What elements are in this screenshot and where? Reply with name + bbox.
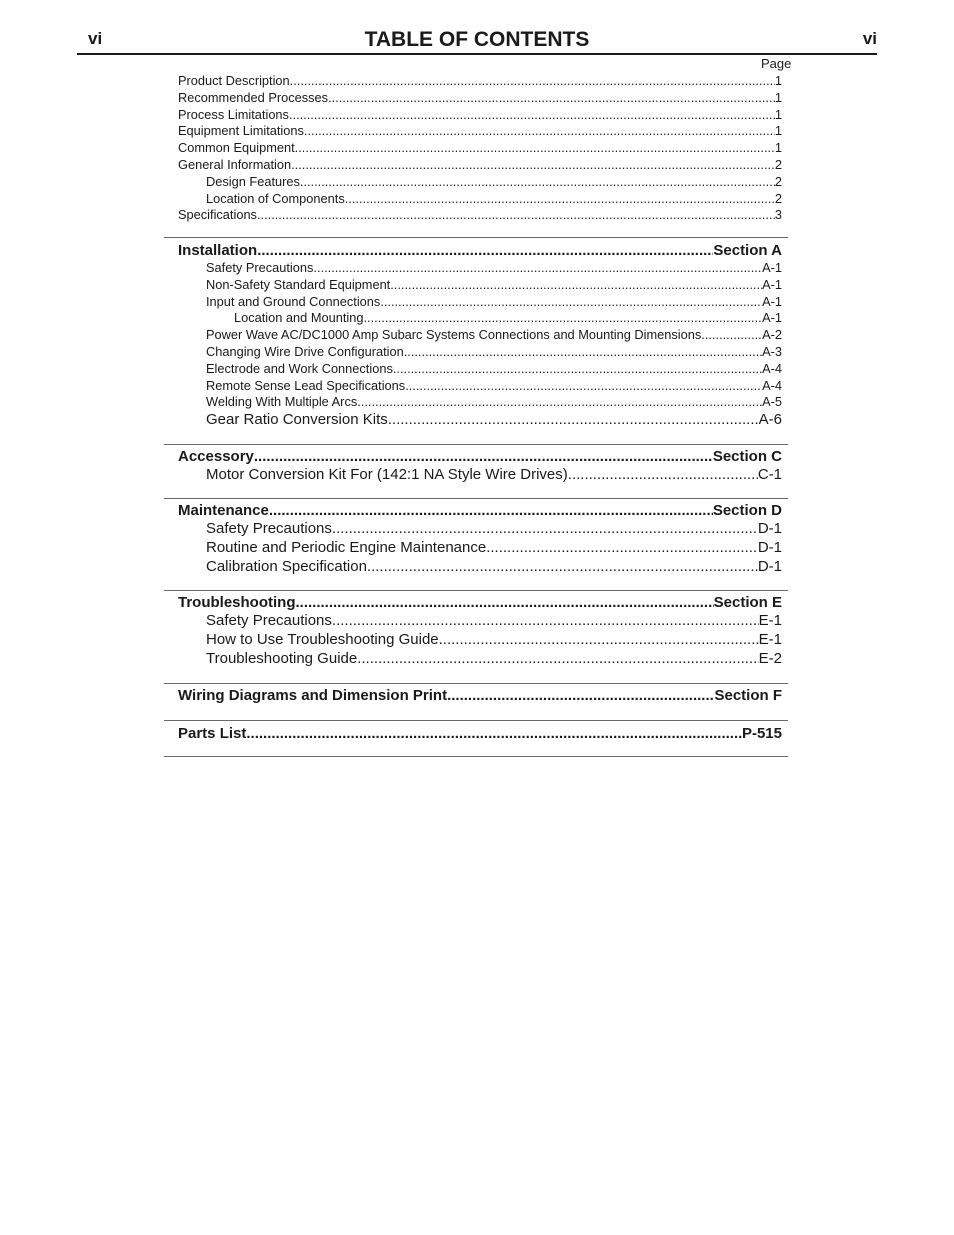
toc-entry[interactable]: Input and Ground Connections ..... A-1 xyxy=(178,294,782,311)
section-divider xyxy=(164,720,788,721)
page-column-label: Page xyxy=(761,56,792,71)
section-divider xyxy=(164,237,788,238)
toc-entry[interactable]: Location and Mounting ..... A-1 xyxy=(178,310,782,327)
section-heading-troubleshooting[interactable]: Troubleshooting ..... Section E xyxy=(178,593,782,612)
toc-entry[interactable]: Recommended Processes ..... 1 xyxy=(178,90,782,107)
toc-entry[interactable]: Safety Precautions. ..... A-1 xyxy=(178,260,782,277)
toc-entry[interactable]: Gear Ratio Conversion Kits ..... A-6 xyxy=(178,411,782,430)
toc-entry[interactable]: Non-Safety Standard Equipment ..... A-1 xyxy=(178,277,782,294)
toc-entry[interactable]: General Information ..... 2 xyxy=(178,157,782,174)
toc-entry[interactable]: Remote Sense Lead Specifications ..... A-4 xyxy=(178,378,782,395)
toc-entry[interactable]: Design Features ..... 2 xyxy=(178,174,782,191)
page-number-left: vi xyxy=(88,29,103,48)
toc-entry[interactable]: Product Description ..... 1 xyxy=(178,73,782,90)
toc-section-maintenance xyxy=(178,501,782,576)
toc-entry[interactable]: Safety Precautions ..... E-1 xyxy=(178,612,782,631)
toc-entry[interactable]: Electrode and Work Connections ..... A-4 xyxy=(178,361,782,378)
section-heading-installation[interactable]: Installation ..... Section A xyxy=(178,241,782,260)
toc-section-troubleshooting xyxy=(178,593,782,668)
toc-section-accessory xyxy=(178,447,782,485)
page-title: TABLE OF CONTENTS xyxy=(364,28,590,51)
section-divider xyxy=(164,756,788,757)
toc-entry[interactable]: Safety Precautions ..... D-1 xyxy=(178,520,782,539)
section-heading-accessory[interactable]: Accessory ..... Section C xyxy=(178,447,782,466)
toc-entry[interactable]: Routine and Periodic Engine Maintenance ..... D-1 xyxy=(178,539,782,558)
toc-entry[interactable]: Troubleshooting Guide ..... E-2 xyxy=(178,650,782,669)
section-divider xyxy=(164,590,788,591)
toc-entry[interactable]: Changing Wire Drive Configuration ..... A-3 xyxy=(178,344,782,361)
toc-entry[interactable]: Location of Components ..... 2 xyxy=(178,191,782,208)
toc-section-parts xyxy=(178,724,782,743)
toc-entry[interactable]: Common Equipment ..... 1 xyxy=(178,140,782,157)
toc-entry[interactable]: Motor Conversion Kit For (142:1 NA Style Wire Drives) ..... C-1 xyxy=(178,466,782,485)
section-divider xyxy=(164,498,788,499)
toc-entry[interactable]: Power Wave AC/DC1000 Amp Subarc Systems Connections and Mounting Dimensions ..... A-2 xyxy=(178,327,782,344)
toc-entry[interactable]: Specifications ..... 3 xyxy=(178,207,782,224)
toc-entry[interactable]: Calibration Specification ..... D-1 xyxy=(178,558,782,577)
section-divider xyxy=(164,444,788,445)
section-divider xyxy=(164,683,788,684)
section-heading-parts-list[interactable]: Parts List ..... P-515 xyxy=(178,724,782,743)
toc-entry[interactable]: How to Use Troubleshooting Guide ..... E-1 xyxy=(178,631,782,650)
page-number-right: vi xyxy=(862,29,877,48)
toc-entry[interactable]: Process Limitations ..... 1 xyxy=(178,107,782,124)
toc-front-matter xyxy=(178,73,782,224)
toc-section-installation xyxy=(178,241,782,430)
toc-entry[interactable]: Equipment Limitations ..... 1 xyxy=(178,123,782,140)
toc-entry[interactable]: Welding With Multiple Arcs ..... A-5 xyxy=(178,394,782,411)
toc-section-wiring xyxy=(178,686,782,705)
page-header xyxy=(77,26,877,55)
section-heading-wiring[interactable]: Wiring Diagrams and Dimension Print ..... Section F xyxy=(178,686,782,705)
section-heading-maintenance[interactable]: Maintenance ..... Section D xyxy=(178,501,782,520)
